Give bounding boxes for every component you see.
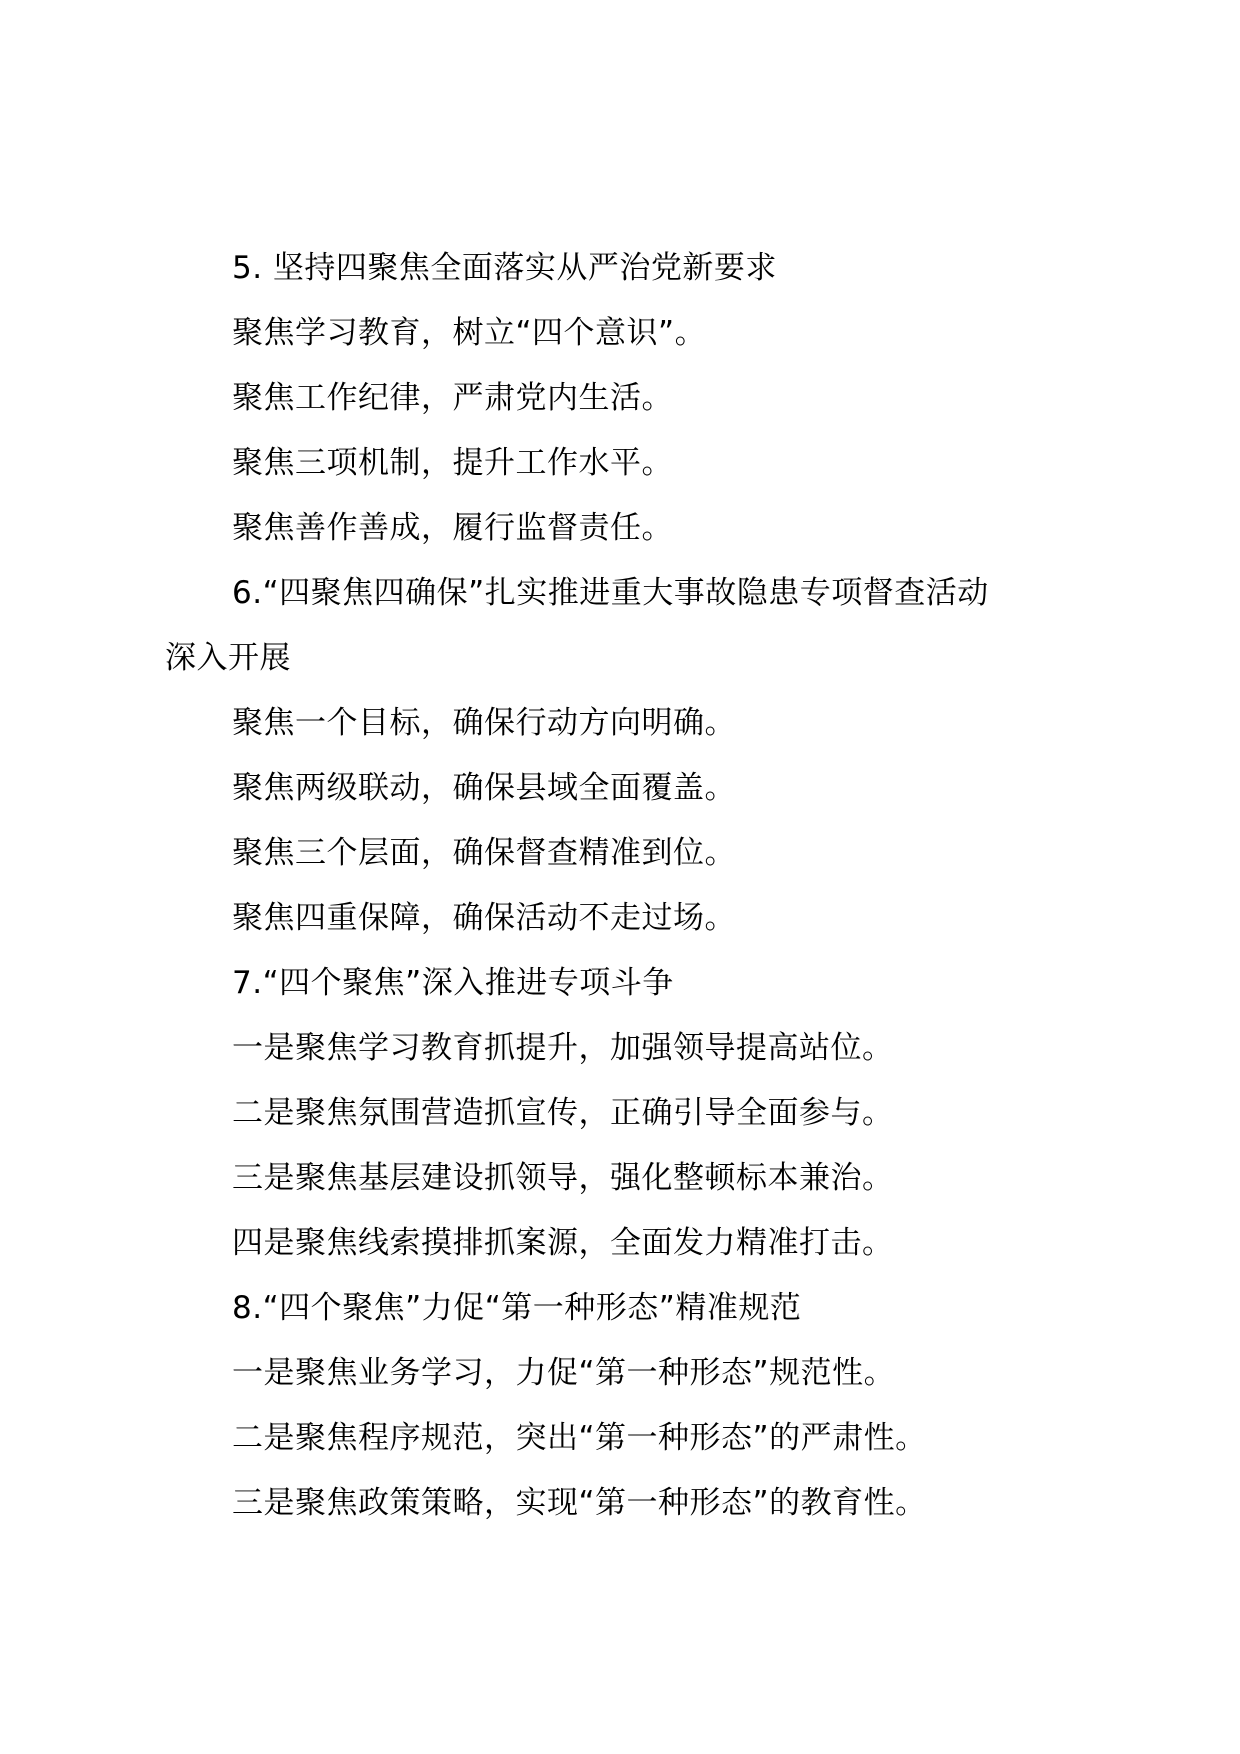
paragraph-line: 二是聚焦氛围营造抓宣传，正确引导全面参与。: [232, 1095, 894, 1131]
paragraph-line: 聚焦三项机制，提升工作水平。: [232, 445, 673, 481]
paragraph-line: 一是聚焦业务学习，力促“第一种形态”规范性。: [232, 1355, 896, 1391]
paragraph-line: 聚焦三个层面，确保督查精准到位。: [232, 835, 736, 871]
paragraph-line: 四是聚焦线索摸排抓案源，全面发力精准打击。: [232, 1225, 894, 1261]
section-heading-6: 6.“四聚焦四确保”扎实推进重大事故隐患专项督查活动: [232, 575, 989, 611]
section-heading-6-continuation: 深入开展: [165, 640, 291, 676]
section-heading-8: 8.“四个聚焦”力促“第一种形态”精准规范: [232, 1290, 802, 1326]
paragraph-line: 一是聚焦学习教育抓提升，加强领导提高站位。: [232, 1030, 894, 1066]
document-body: [165, 236, 1095, 1536]
section-heading-7: 7.“四个聚焦”深入推进专项斗争: [232, 965, 674, 1001]
paragraph-line: 三是聚焦政策策略，实现“第一种形态”的教育性。: [232, 1485, 927, 1521]
paragraph-line: 聚焦一个目标，确保行动方向明确。: [232, 705, 736, 741]
section-heading-5: 5. 坚持四聚焦全面落实从严治党新要求: [232, 250, 777, 286]
paragraph-line: 聚焦四重保障，确保活动不走过场。: [232, 900, 736, 936]
paragraph-line: 三是聚焦基层建设抓领导，强化整顿标本兼治。: [232, 1160, 894, 1196]
paragraph-line: 聚焦两级联动，确保县域全面覆盖。: [232, 770, 736, 806]
paragraph-line: 聚焦善作善成，履行监督责任。: [232, 510, 673, 546]
paragraph-line: 聚焦学习教育，树立“四个意识”。: [232, 315, 707, 351]
paragraph-line: 二是聚焦程序规范，突出“第一种形态”的严肃性。: [232, 1420, 927, 1456]
paragraph-line: 聚焦工作纪律，严肃党内生活。: [232, 380, 673, 416]
